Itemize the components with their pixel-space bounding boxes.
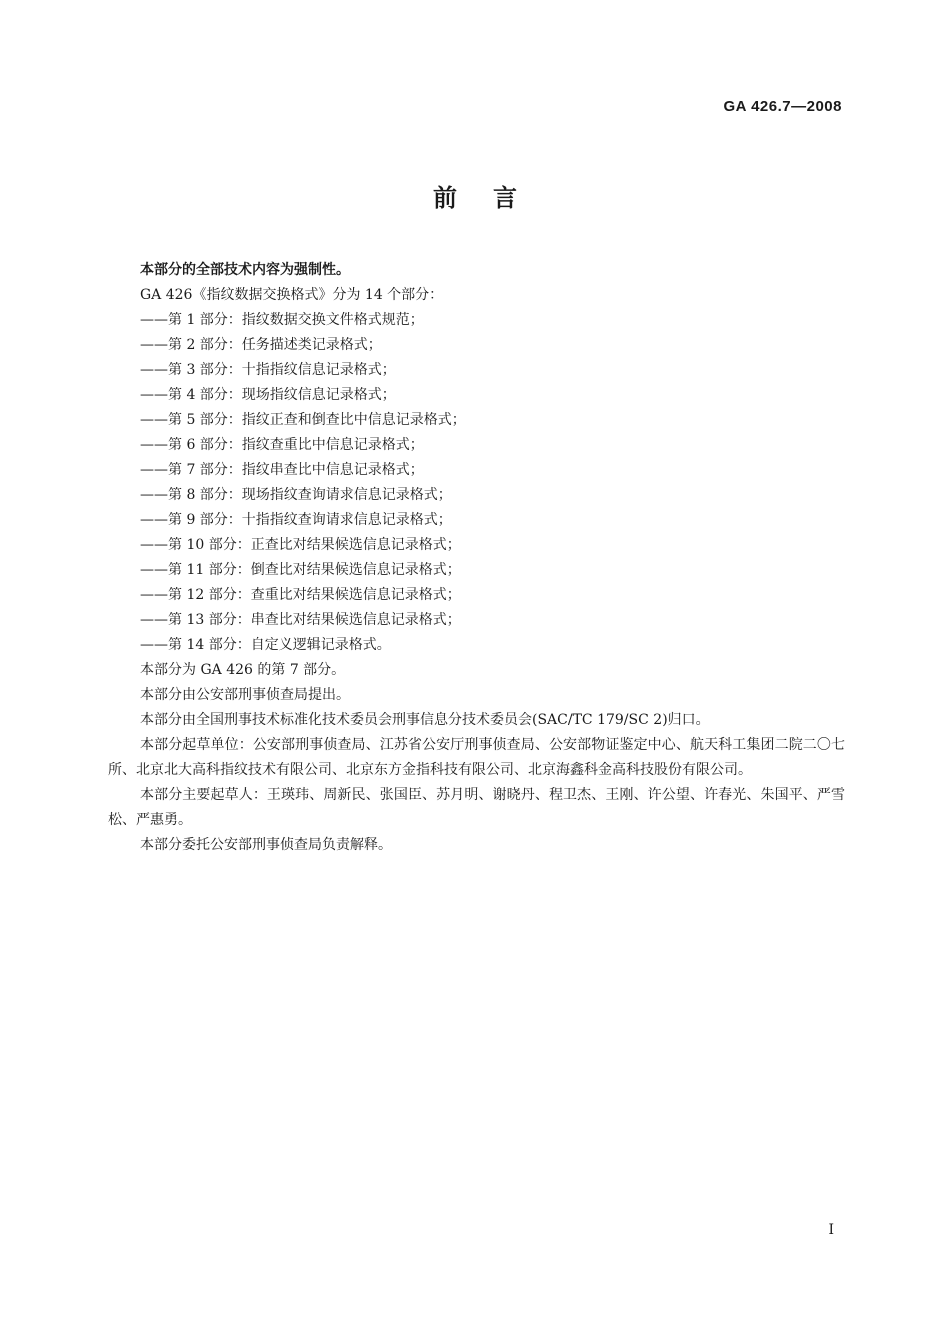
part-list-item: ——第 8 部分：现场指纹查询请求信息记录格式； — [140, 487, 452, 503]
part-list-item: ——第 9 部分：十指指纹查询请求信息记录格式； — [140, 512, 452, 528]
interpretation-paragraph: 本部分委托公安部刑事侦查局负责解释。 — [140, 837, 392, 853]
page-title: 前言 — [433, 184, 553, 212]
part-list-item: ——第 12 部分：查重比对结果候选信息记录格式； — [140, 587, 461, 603]
standard-code: GA 426.7—2008 — [723, 98, 842, 115]
part-list-item: ——第 10 部分：正查比对结果候选信息记录格式； — [140, 537, 461, 553]
this-part-paragraph: 本部分为 GA 426 的第 7 部分。 — [140, 662, 346, 678]
mandatory-statement: 本部分的全部技术内容为强制性。 — [140, 262, 350, 278]
page-number: I — [828, 1222, 834, 1238]
drafting-units-paragraph: 本部分起草单位：公安部刑事侦查局、江苏省公安厅刑事侦查局、公安部物证鉴定中心、航天科工集团二院二〇七所、北京北大高科指纹技术有限公司、北京东方金指科技有限公司、北京海鑫科金高科技股份有限公司。 — [108, 737, 845, 778]
part-list-item: ——第 11 部分：倒查比对结果候选信息记录格式； — [140, 562, 461, 578]
part-list-item: ——第 5 部分：指纹正查和倒查比中信息记录格式； — [140, 412, 466, 428]
intro-paragraph: GA 426《指纹数据交换格式》分为 14 个部分： — [140, 287, 444, 303]
part-list-item: ——第 4 部分：现场指纹信息记录格式； — [140, 387, 396, 403]
drafters-paragraph: 本部分主要起草人：王瑛玮、周新民、张国臣、苏月明、谢晓丹、程卫杰、王刚、许公望、许春光、朱国平、严雪松、严惠勇。 — [108, 787, 845, 828]
part-list-item: ——第 14 部分：自定义逻辑记录格式。 — [140, 637, 391, 653]
part-list-item: ——第 13 部分：串查比对结果候选信息记录格式； — [140, 612, 461, 628]
foreword-body — [108, 258, 845, 858]
part-list-item: ——第 6 部分：指纹查重比中信息记录格式； — [140, 437, 424, 453]
proposed-by-paragraph: 本部分由公安部刑事侦查局提出。 — [140, 687, 350, 703]
part-list-item: ——第 7 部分：指纹串查比中信息记录格式； — [140, 462, 424, 478]
part-list-item: ——第 1 部分：指纹数据交换文件格式规范； — [140, 312, 424, 328]
part-list-item: ——第 3 部分：十指指纹信息记录格式； — [140, 362, 396, 378]
part-list-item: ——第 2 部分：任务描述类记录格式； — [140, 337, 382, 353]
managed-by-paragraph: 本部分由全国刑事技术标准化技术委员会刑事信息分技术委员会(SAC/TC 179/SC 2)归口。 — [140, 712, 710, 728]
